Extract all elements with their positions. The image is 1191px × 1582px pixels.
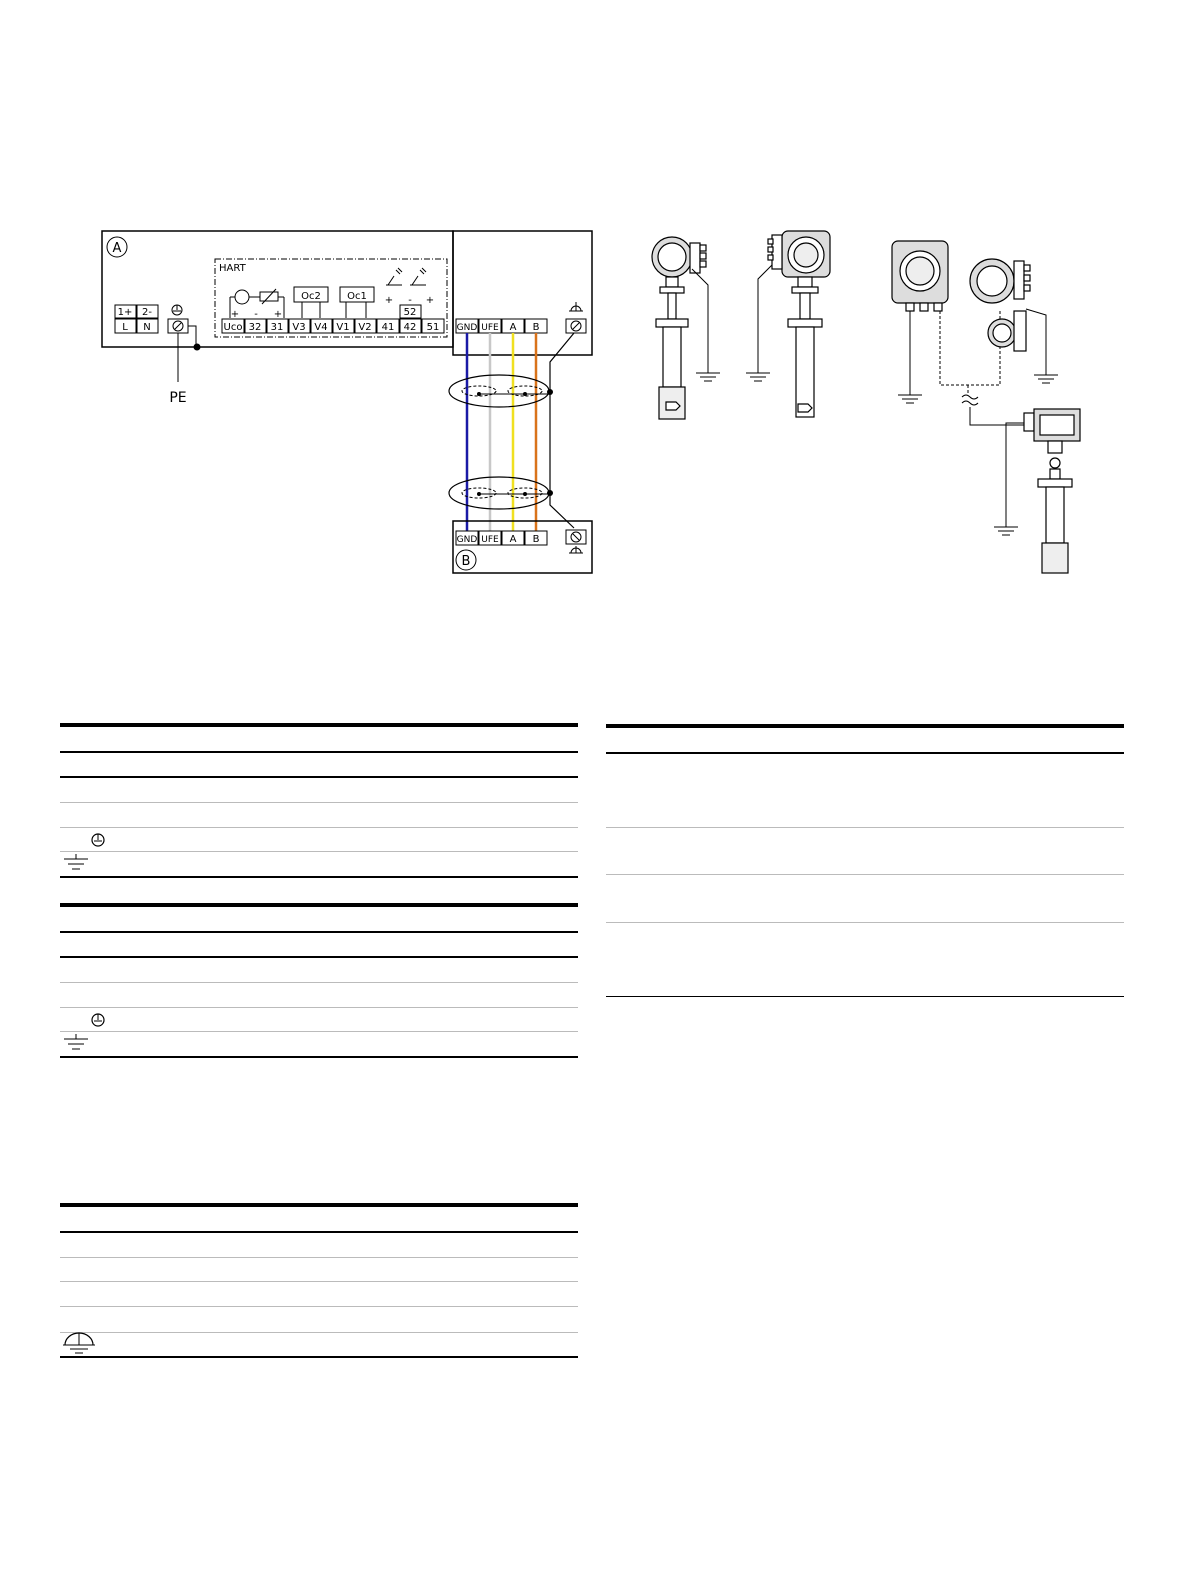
wire-shield (550, 333, 574, 528)
terminal-table-3 (60, 1203, 578, 1363)
ground-icon (60, 1033, 92, 1053)
wiring-diagram (0, 0, 600, 600)
table-bottom-rule (606, 996, 1124, 997)
table-row-rule (60, 827, 578, 828)
table-header-rule (60, 931, 578, 933)
current-source-icon (235, 290, 249, 304)
power-terminal-2-top: 2- (142, 307, 152, 318)
cable-shield-top (449, 375, 549, 407)
ground-icon (60, 853, 92, 873)
bus-terminal-top-gnd: GND (456, 323, 478, 333)
table-row-rule (606, 827, 1124, 828)
ground-icon (746, 373, 770, 381)
terminal-table-1 (60, 723, 578, 883)
functional-earth-icon (569, 546, 583, 553)
table-top-rule (60, 903, 578, 907)
io-terminal-label: V1 (336, 322, 350, 333)
table-row-rule (60, 982, 578, 983)
table-row-rule (60, 1007, 578, 1008)
protective-earth-icon (90, 1012, 106, 1028)
label-a: A (112, 241, 122, 256)
polarity-3: + (273, 309, 283, 320)
functional-earth-icon (569, 302, 583, 311)
table-row-rule (60, 802, 578, 803)
power-terminal-1-bottom: L (122, 322, 128, 333)
table-row-rule (606, 874, 1124, 875)
cable-shield-bottom (449, 477, 549, 509)
bus-terminal-bottom-ufe: UFE (481, 535, 499, 545)
table-row-rule (60, 776, 578, 778)
remote-transmitter-illustration (892, 241, 948, 311)
table-bottom-rule (60, 1056, 578, 1058)
table-bottom-rule (60, 1356, 578, 1358)
table-top-rule (60, 1203, 578, 1207)
oc2-label: Oc2 (301, 291, 321, 302)
table-row-rule (606, 922, 1124, 923)
label-b: B (461, 554, 471, 569)
ground-icon (994, 527, 1018, 535)
polarity-6: - (408, 295, 412, 306)
table-row-rule (60, 1332, 578, 1333)
io-terminal-label: 31 (270, 322, 284, 333)
io-terminal-label: 32 (248, 322, 262, 333)
bus-terminal-top-b: B (532, 322, 540, 333)
table-row-rule (60, 1281, 578, 1282)
pe-junction (194, 344, 201, 351)
oc1-label: Oc1 (347, 291, 367, 302)
bus-terminal-bottom-gnd: GND (456, 535, 478, 545)
device-illustrations (630, 225, 1090, 585)
pe-label: PE (169, 390, 187, 406)
housing-b-outline (453, 521, 592, 573)
bus-terminal-top-a: A (509, 322, 517, 333)
table-top-rule (606, 724, 1124, 728)
compact-flowmeter-1-illustration (652, 237, 706, 419)
terminal-table-2 (60, 903, 578, 1063)
hart-label: HART (219, 263, 246, 274)
io-terminal-label: 41 (381, 322, 395, 333)
ground-icon (898, 395, 922, 403)
polarity-7: + (425, 295, 435, 306)
table-row-rule (60, 956, 578, 958)
protective-earth-icon (90, 832, 106, 848)
terminal-52-label: 52 (403, 307, 417, 318)
bus-terminal-bottom-a: A (509, 534, 517, 545)
description-table (606, 724, 1124, 1004)
polarity-2: - (254, 309, 258, 320)
ground-icon (1034, 375, 1058, 383)
compact-flowmeter-3-illustration (970, 259, 1030, 351)
bus-terminal-bottom-b: B (532, 534, 540, 545)
sensor-illustration (1024, 409, 1080, 573)
bus-terminal-top-ufe: UFE (481, 323, 499, 333)
table-row-rule (60, 1306, 578, 1307)
io-terminal-label: 42 (403, 322, 417, 333)
power-terminal-1-top: 1+ (117, 307, 133, 318)
io-terminal-label: Uco (223, 322, 243, 333)
protective-earth-icon (172, 305, 182, 315)
compact-flowmeter-2-illustration (768, 231, 830, 417)
io-terminal-label: 51 (426, 322, 440, 333)
table-bottom-rule (60, 876, 578, 878)
table-header-rule (60, 751, 578, 753)
ground-icon (696, 373, 720, 381)
io-terminal-label: V2 (358, 322, 372, 333)
table-row-rule (60, 851, 578, 852)
power-terminal-2-bottom: N (143, 322, 151, 333)
table-row-rule (60, 1257, 578, 1258)
table-row-rule (60, 1031, 578, 1032)
switch-icon (386, 268, 426, 285)
io-terminal-label: V3 (292, 322, 306, 333)
table-top-rule (60, 723, 578, 727)
io-terminal-label: V4 (314, 322, 328, 333)
table-header-rule (60, 1231, 578, 1233)
table-header-rule (606, 752, 1124, 754)
polarity-1: + (230, 309, 240, 320)
polarity-5: + (384, 295, 394, 306)
functional-earth-icon (60, 1331, 98, 1355)
